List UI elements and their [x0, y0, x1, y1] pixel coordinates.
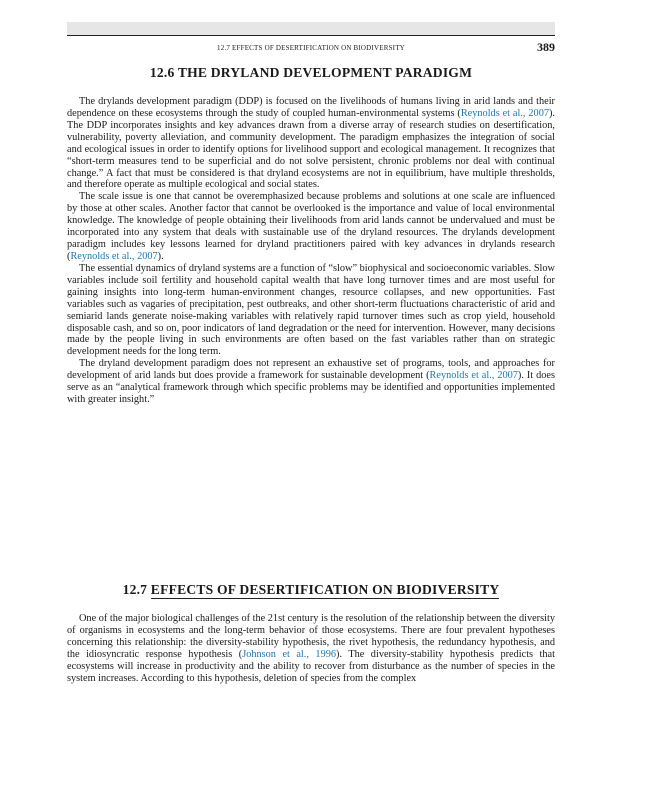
header-bar [67, 22, 555, 35]
paragraph: The drylands development paradigm (DDP) is focused on the livelihoods of humans living in arid lands and their dependence on these ecosystems through the study of coupled human-environmental systems (Reynolds et al., 2007). The DDP incorporates insights and key advances drawn from a diverse array of research studies on desertification, vulnerability, poverty alleviation, and community development. The paradigm emphasizes the integration of social and ecological issues in order to identify options for livelihood support and ecological management. It recognizes that “short-term measures tend to be superficial and do not solve persistent, chronic problems nor deal with continual change.” A fact that must be considered is that dryland ecosystems are not in equilibrium, have multiple thresholds, and therefore operate as multiple ecological and social states. [67, 96, 556, 191]
citation-link[interactable]: Reynolds et al., 2007 [429, 370, 518, 382]
header-rule [67, 35, 555, 36]
section-12-6-body [67, 96, 555, 406]
paragraph: The essential dynamics of dryland systems are a function of “slow” biophysical and socioeconomic variables. Slow variables include soil fertility and household capital wealth that have long turnover times and are most useful for gaining insights into long-term human-environment changes, resource collapses, and new opportunities. Fast variables such as vagaries of precipitation, pest outbreaks, and other short-term fluctuations characteristic of arid and semiarid lands generate noise-making variables with relatively rapid turnover times such as crop yield, household disposable cash, and so on, poor indicators of land degradation or the need for intervention. However, many decisions made by the people living in such environments are often based on the fast variables rather than on strategic development needs for the long term. [67, 262, 555, 358]
section-number: 12.7 [122, 582, 148, 597]
citation-link[interactable]: Reynolds et al., 2007 [460, 107, 549, 119]
paragraph: One of the major biological challenges of the 21st century is the resolution of the relationship between the diversity of organisms in ecosystems and the long-term behavior of those ecosystems. There are four prevalent hypotheses concerning this relationship: the diversity-stability hypothesis, the rivet hypothesis, the redundancy hypothesis, and the idiosyncratic response hypothesis (Johnson et al., 1996). The diversity-stability hypothesis predicts that ecosystems will increase in productivity and the ability to recover from disturbance as the number of species in the system increases. According to this hypothesis, deletion of species from the complex [67, 613, 555, 684]
page-number: 389 [537, 40, 555, 54]
running-head [67, 42, 555, 56]
section-heading-12-7 [67, 582, 555, 598]
citation-link[interactable]: Johnson et al., 1996 [242, 648, 337, 660]
section-title: THE DRYLAND DEVELOPMENT PARADIGM [177, 65, 473, 80]
section-title: EFFECTS OF DESERTIFICATION ON BIODIVERSITY [150, 582, 500, 597]
section-12-7-body [67, 613, 555, 685]
running-title: 12.7 EFFECTS OF DESERTIFICATION ON BIODIVERSITY [217, 44, 405, 52]
paragraph: The scale issue is one that cannot be overemphasized because problems and solutions at one scale are influenced by those at other scales. Another factor that cannot be overlooked is the importance and value of local environmental knowledge. The knowledge of people obtaining their livelihoods from arid lands cannot be undervalued and must be incorporated into any system that deals with sustainable use of the dryland resources. The drylands development paradigm includes key lessons learned for dryland practitioners paired with key advances in drylands research (Reynolds et al., 2007). [67, 191, 555, 262]
section-number: 12.6 [149, 65, 175, 80]
citation-link[interactable]: Reynolds et al., 2007 [70, 250, 158, 262]
paragraph: The dryland development paradigm does not represent an exhaustive set of programs, tools, and approaches for development of arid lands but does provide a framework for sustainable development (Reynolds et al., 2007). It does serve as an “analytical framework through which specific problems may be identified and opportunities implemented with greater insight.” [67, 358, 555, 406]
section-heading-12-6 [67, 65, 555, 81]
